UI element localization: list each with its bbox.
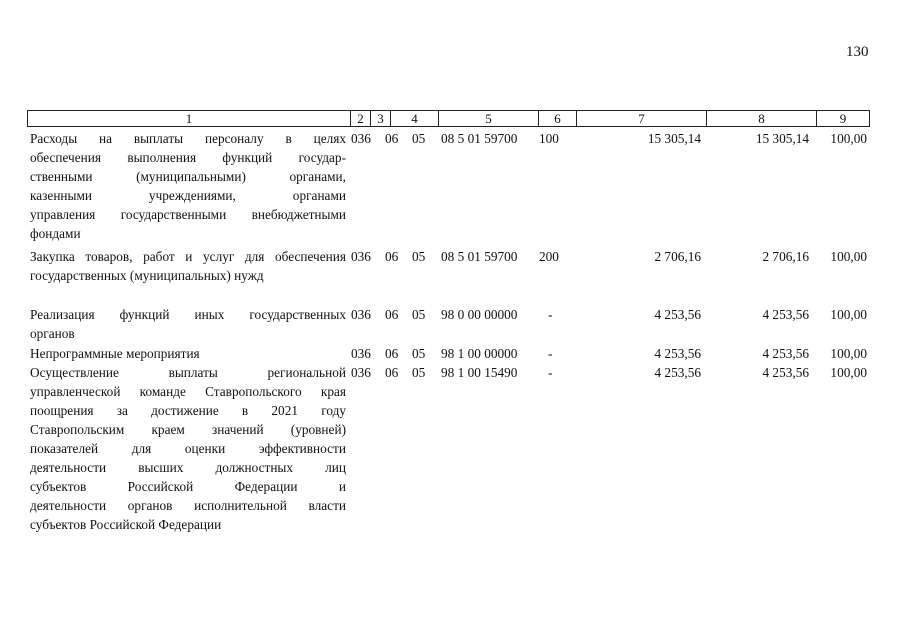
row-ministry-code: 036	[351, 249, 371, 264]
row-name-line: органов	[30, 326, 75, 341]
row-name-line: субъектов Российской Федерации	[30, 517, 222, 532]
row-subsection-code: 05	[412, 249, 426, 264]
row-name	[30, 247, 346, 285]
row-name-line: ственными (муниципальными) органами,	[30, 169, 346, 184]
header-col-1: 1	[185, 111, 193, 126]
row-name-line: Закупка товаров, работ и услуг для обеспечения	[30, 249, 346, 264]
row-planned-amount: 4 253,56	[654, 346, 701, 361]
row-name-line: фондами	[30, 226, 81, 241]
row-section-code: 06	[385, 365, 399, 380]
row-name-line: деятельности органов исполнительной власти	[30, 498, 346, 513]
row-name-line: обеспечения выполнения функций государ-	[30, 150, 346, 165]
row-name-line: Осуществление выплаты региональной	[30, 365, 346, 380]
budget-table	[27, 110, 870, 532]
row-ministry-code: 036	[351, 307, 371, 322]
row-ministry-code: 036	[351, 346, 371, 361]
row-expense-type: 200	[539, 249, 559, 264]
row-section-code: 06	[385, 346, 399, 361]
row-target-article: 98 1 00 00000	[441, 346, 518, 361]
row-name-line: Непрограммные мероприятия	[30, 346, 200, 361]
row-name	[30, 129, 346, 243]
page-number: 130	[846, 44, 869, 60]
header-col-8: 8	[706, 111, 816, 126]
row-actual-amount: 2 706,16	[762, 249, 809, 264]
header-col-7: 7	[576, 111, 706, 126]
row-expense-type: -	[548, 365, 553, 380]
row-name-line: деятельности высших должностных лиц	[30, 460, 346, 475]
row-planned-amount: 15 305,14	[647, 131, 701, 146]
header-col-9: 9	[816, 111, 869, 126]
row-name-line: показателей для оценки эффективности	[30, 441, 346, 456]
row-percent: 100,00	[830, 307, 867, 322]
row-target-article: 08 5 01 59700	[441, 249, 518, 264]
header-col-4: 4	[390, 111, 438, 126]
row-percent: 100,00	[830, 249, 867, 264]
row-name-line: поощрения за достижение в 2021 году	[30, 403, 346, 418]
header-col-6: 6	[538, 111, 576, 126]
row-name-line: Ставропольским краем значений (уровней)	[30, 422, 346, 437]
row-subsection-code: 05	[412, 346, 426, 361]
row-planned-amount: 4 253,56	[654, 365, 701, 380]
row-actual-amount: 15 305,14	[755, 131, 809, 146]
row-actual-amount: 4 253,56	[762, 346, 809, 361]
row-name	[30, 344, 346, 363]
row-planned-amount: 2 706,16	[654, 249, 701, 264]
row-expense-type: 100	[539, 131, 559, 146]
row-section-code: 06	[385, 307, 399, 322]
row-name	[30, 305, 346, 343]
row-name-line: субъектов Российской Федерации и	[30, 479, 346, 494]
row-section-code: 06	[385, 131, 399, 146]
row-target-article: 08 5 01 59700	[441, 131, 518, 146]
row-name-line: управления государственными внебюджетными	[30, 207, 346, 222]
row-section-code: 06	[385, 249, 399, 264]
header-col-3: 3	[370, 111, 390, 126]
row-percent: 100,00	[830, 131, 867, 146]
row-subsection-code: 05	[412, 307, 426, 322]
row-expense-type: -	[548, 346, 553, 361]
row-expense-type: -	[548, 307, 553, 322]
row-ministry-code: 036	[351, 365, 371, 380]
row-name-line: управленческой команде Ставропольского края	[30, 384, 346, 399]
row-target-article: 98 1 00 15490	[441, 365, 518, 380]
row-ministry-code: 036	[351, 131, 371, 146]
row-name-line: государственных (муниципальных) нужд	[30, 268, 264, 283]
row-actual-amount: 4 253,56	[762, 365, 809, 380]
row-percent: 100,00	[830, 365, 867, 380]
row-name	[30, 363, 346, 534]
row-subsection-code: 05	[412, 131, 426, 146]
row-name-line: Расходы на выплаты персоналу в целях	[30, 131, 346, 146]
row-actual-amount: 4 253,56	[762, 307, 809, 322]
row-subsection-code: 05	[412, 365, 426, 380]
row-planned-amount: 4 253,56	[654, 307, 701, 322]
row-name-line: казенными учреждениями, органами	[30, 188, 346, 203]
header-col-2: 2	[350, 111, 370, 126]
header-col-5: 5	[438, 111, 538, 126]
table-header-row	[27, 110, 870, 127]
row-target-article: 98 0 00 00000	[441, 307, 518, 322]
row-percent: 100,00	[830, 346, 867, 361]
row-name-line: Реализация функций иных государственных	[30, 307, 346, 322]
